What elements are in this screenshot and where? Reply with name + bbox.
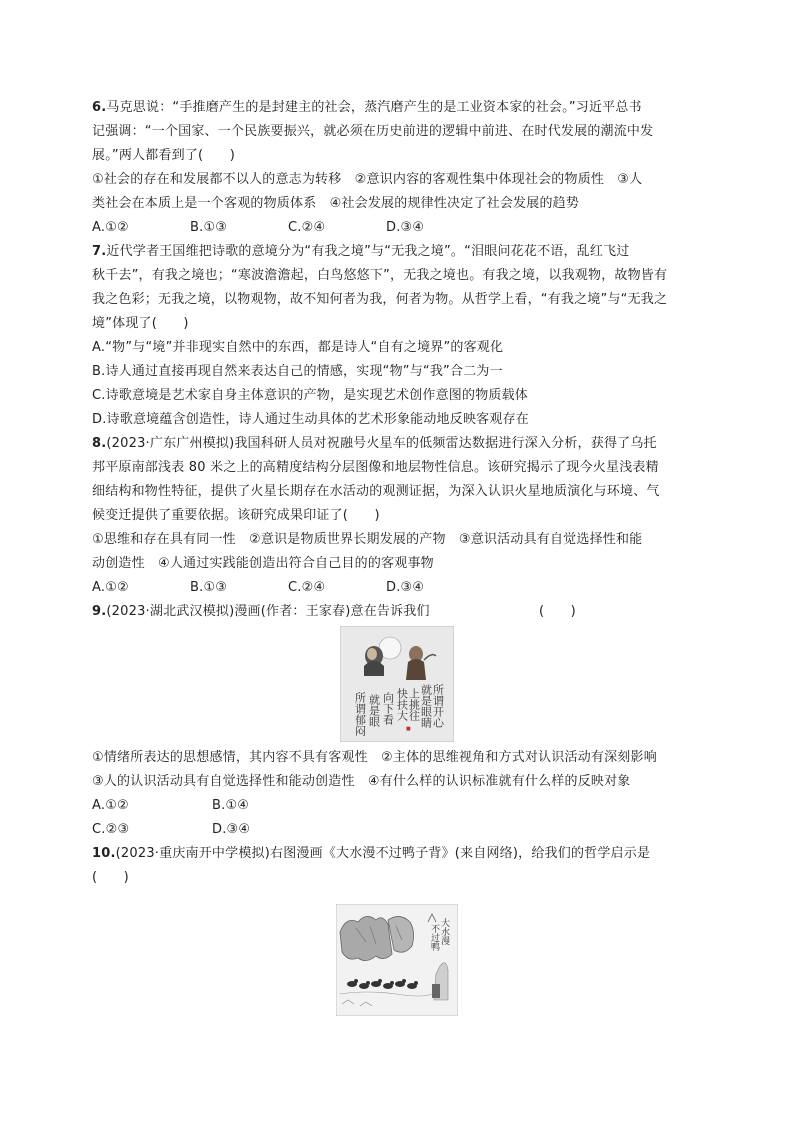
- question-stem-line: 我之色彩；无我之境，以物观物，故不知何者为我，何者为物。从哲学上看，“有我之境”与“无我之: [92, 292, 668, 307]
- answer-options: [92, 576, 712, 600]
- question-number: 6.: [92, 100, 107, 115]
- svg-text:所谓开心: 所谓开心: [431, 684, 445, 728]
- statement-line: ①思维和存在具有同一性 ②意识是物质世界长期发展的产物 ③意识活动具有自觉选择性和能: [92, 532, 643, 547]
- statement-line: ①社会的存在和发展都不以人的意志为转移 ②意识内容的客观性集中体现社会的物质性 ③人: [92, 172, 643, 187]
- question-stem-line: 细结构和物性特征，提供了火星长期存在水活动的观测证据，为深入认识火星地质演化与环境、气: [92, 484, 660, 499]
- svg-text:就是眼睛: 就是眼睛: [419, 684, 433, 728]
- question-7: [92, 240, 712, 432]
- question-number: 8.: [92, 436, 107, 451]
- option-c[interactable]: C.②④: [288, 220, 326, 235]
- cartoon-image: [336, 904, 458, 1016]
- cartoon-image: [340, 626, 454, 742]
- question-8: [92, 432, 712, 600]
- svg-text:快扶大: 快扶大: [395, 688, 409, 721]
- answer-parentheses: ( ): [92, 870, 129, 885]
- answer-parentheses: ( ): [539, 604, 576, 619]
- option-a[interactable]: A.①②: [92, 580, 129, 595]
- option-b[interactable]: B.诗人通过直接再现自然来表达自己的情感，实现“物”与“我”合二为一: [92, 364, 503, 379]
- option-c[interactable]: C.②④: [288, 580, 326, 595]
- svg-text:■: ■: [406, 726, 411, 732]
- question-number: 7.: [92, 244, 107, 259]
- statement-line: 动创造性 ④人通过实践能创造出符合自己目的的客观事物: [92, 556, 434, 571]
- question-6: [92, 96, 712, 240]
- statement-line: 类社会在本质上是一个客观的物质体系 ④社会发展的规律性决定了社会发展的趋势: [92, 196, 580, 211]
- question-number: 10.: [92, 846, 116, 861]
- option-a[interactable]: A.①②: [92, 220, 129, 235]
- answer-options-row-1: [92, 794, 712, 818]
- option-a[interactable]: A.①②: [92, 798, 129, 813]
- svg-text:不过鸭: 不过鸭: [429, 924, 439, 951]
- question-9: [92, 600, 712, 842]
- question-stem-line: 8.(2023·广东广州模拟)我国科研人员对祝融号火星车的低频雷达数据进行深入分析，获得了乌托: [92, 436, 657, 451]
- option-b[interactable]: B.①④: [212, 798, 250, 813]
- svg-text:向下看: 向下看: [381, 692, 395, 725]
- option-d[interactable]: D.诗歌意境蕴含创造性，诗人通过生动具体的艺术形象能动地反映客观存在: [92, 412, 529, 427]
- cartoon-figures-illustration: [340, 626, 454, 742]
- question-stem-line: 展。”两人都看到了( ): [92, 148, 235, 163]
- option-c[interactable]: C.②③: [92, 822, 130, 837]
- svg-text:所谓郁闷: 所谓郁闷: [353, 692, 367, 736]
- question-stem-line: 6.马克思说：“手推磨产生的是封建主的社会，蒸汽磨产生的是工业资本家的社会。”习近平总书: [92, 100, 642, 115]
- option-d[interactable]: D.③④: [386, 220, 425, 235]
- option-c[interactable]: C.诗歌意境是艺术家自身主体意识的产物，是实现艺术创作意图的物质载体: [92, 388, 529, 403]
- question-page: [92, 96, 712, 1020]
- ducks-river-illustration: [336, 904, 458, 1016]
- statement-line: ③人的认识活动具有自觉选择性和能动创造性 ④有什么样的认识标准就有什么样的反映对象: [92, 774, 631, 789]
- question-stem-line: 记强调：“一个国家、一个民族要振兴，就必须在历史前进的逻辑中前进、在时代发展的潮流中发: [92, 124, 654, 139]
- question-stem-line: 候变迁提供了重要依据。该研究成果印证了( ): [92, 508, 380, 523]
- question-10: [92, 842, 712, 1016]
- svg-text:大水漫: 大水漫: [439, 918, 449, 945]
- option-d[interactable]: D.③④: [212, 822, 251, 837]
- answer-options: [92, 216, 712, 240]
- svg-text:上挑往: 上挑往: [407, 688, 421, 721]
- option-d[interactable]: D.③④: [386, 580, 425, 595]
- question-stem-line: 境”体现了( ): [92, 316, 189, 331]
- question-stem-line: 秋千去”，有我之境也；“寒波澹澹起，白鸟悠悠下”，无我之境也。有我之境，以我观物，故物皆有: [92, 268, 668, 283]
- svg-text:就是眼: 就是眼: [367, 694, 381, 727]
- question-stem-line: 9.(2023·湖北武汉模拟)漫画(作者：王家春)意在告诉我们 ( ): [92, 600, 712, 624]
- option-b[interactable]: B.①③: [190, 580, 228, 595]
- option-a[interactable]: A.“物”与“境”并非现实自然中的东西，都是诗人“自有之境界”的客观化: [92, 340, 504, 355]
- question-stem-line: 10.(2023·重庆南开中学模拟)右图漫画《大水漫不过鸭子背》(来自网络)，给我们的哲学启示是: [92, 846, 651, 861]
- option-b[interactable]: B.①③: [190, 220, 228, 235]
- answer-options-row-2: [92, 818, 712, 842]
- statement-line: ①情绪所表达的思想感情，其内容不具有客观性 ②主体的思维视角和方式对认识活动有深刻影响: [92, 750, 657, 765]
- question-number: 9.: [92, 604, 107, 619]
- question-stem-line: 7.近代学者王国维把诗歌的意境分为“有我之境”与“无我之境”。“泪眼问花花不语，乱红飞过: [92, 244, 630, 259]
- question-stem-line: 邦平原南部浅表 80 米之上的高精度结构分层图像和地层物性信息。该研究揭示了现今火星浅表精: [92, 460, 659, 475]
